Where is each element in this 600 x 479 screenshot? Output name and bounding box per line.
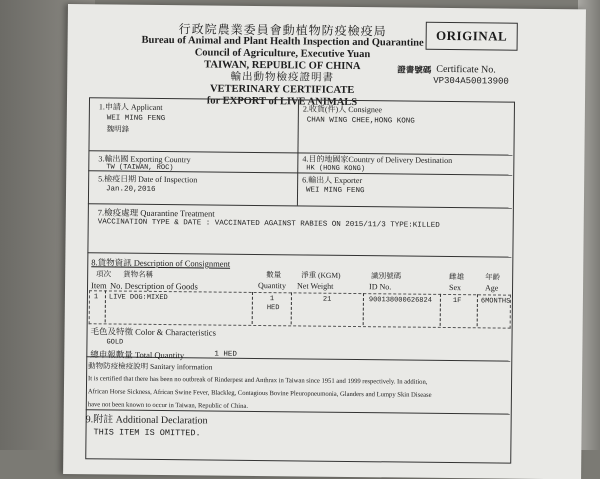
bureau-title-zh: 行政院農業委員會動植物防疫檢疫局 — [178, 22, 387, 39]
country-title: TAIWAN, REPUBLIC OF CHINA — [204, 59, 361, 73]
quarantine-value: VACCINATION TYPE & DATE : VACCINATED AGAINST RABIES ON 2015/11/3 TYPE:KILLED — [97, 218, 440, 230]
goods-quantity-unit: HED — [266, 304, 280, 313]
goods-sex: 1F — [452, 297, 462, 306]
sanitary-label: 動物防疫檢疫說明 Sanitary information — [88, 361, 213, 372]
exporter-label: 6.輸出人 Exporter — [302, 175, 363, 186]
goods-item-number: 1 — [93, 293, 99, 302]
inspection-date-value: Jan.20,2016 — [106, 185, 156, 194]
goods-id-number: 900138000626824 — [368, 296, 432, 305]
header-id-en: ID No. — [369, 282, 392, 292]
cert-no-value: VP304A50013900 — [433, 75, 509, 87]
header-weight-zh: 淨重 (KGM) — [301, 270, 341, 280]
goods-quantity: 1 — [269, 295, 275, 304]
total-quantity-label: 總申報數量 Total Quantity — [90, 349, 185, 361]
cert-no-label-en: Certificate No. — [436, 63, 496, 76]
applicant-value: WEI MING FENG — [106, 114, 166, 124]
goods-age: 6MONTHS — [480, 297, 511, 306]
header-age-zh: 年齡 — [485, 272, 501, 282]
exporting-country-label: 3.輸出國 Exporting Country — [98, 154, 191, 165]
additional-declaration-label: 9.附註 Additional Declaration — [85, 414, 208, 427]
consignee-value: CHAN WING CHEE,HONG KONG — [306, 116, 415, 126]
header-desc-en: No. Description of Goods — [110, 280, 198, 292]
header-item-en: Item — [91, 280, 107, 291]
original-stamp: ORIGINAL — [426, 22, 518, 51]
council-title: Council of Agriculture, Executive Yuan — [194, 47, 371, 61]
quarantine-label: 7.檢疫處理 Quarantine Treatment — [97, 207, 215, 219]
header-qty-en: Quantity — [258, 281, 287, 291]
header-sex-zh: 雌雄 — [449, 272, 465, 282]
certificate-title-zh: 輸出動物檢疫證明書 — [230, 71, 335, 84]
header-id-zh: 識別號碼 — [371, 271, 402, 281]
header-age-en: Age — [485, 283, 499, 293]
color-value: GOLD — [106, 338, 124, 347]
exporter-value: WEI MING FENG — [306, 186, 365, 196]
header-item-zh: 項次 — [96, 269, 112, 279]
cert-no-label-zh: 證書號碼 — [397, 64, 432, 75]
sanitary-line: It is certified that there has been no outbreak of Rinderpest and Anthrax in Taiwan since 1951 and 1999 respectively. In addition, — [88, 375, 428, 386]
consignment-label: 8.貨物資訊 Description of Consignment — [91, 257, 231, 269]
goods-description: LIVE DOG:MIXED — [108, 293, 168, 303]
certificate-paper — [63, 4, 586, 479]
certificate-subtitle-en: for EXPORT of LIVE ANIMALS — [206, 95, 358, 109]
total-quantity-value: 1 HED — [214, 350, 237, 359]
applicant-label: 1.申請人 Applicant — [98, 102, 163, 112]
bureau-title-en: Bureau of Animal and Plant Health Inspection and Quarantine — [141, 34, 424, 49]
sanitary-line: African Horse Sickness, African Swine Fever, Blackleg, Contagious Bovine Pleuropneumonia, Glanders and Lumpy Skin Disease — [87, 388, 432, 399]
inspection-date-label: 5.檢疫日期 Date of Inspection — [98, 174, 198, 185]
header-qty-zh: 數量 — [266, 270, 282, 280]
destination-value: HK (HONG KONG) — [306, 164, 366, 174]
header-desc-zh: 貨物名稱 — [123, 269, 154, 279]
header-sex-en: Sex — [449, 283, 462, 293]
sanitary-line: have not been known to occur in Taiwan, Republic of China. — [87, 401, 249, 410]
additional-declaration-value: THIS ITEM IS OMITTED. — [93, 427, 201, 439]
exporting-country-value: TW (TAIWAN, ROC) — [106, 163, 174, 173]
destination-label: 4.目的地國家Country of Delivery Destination — [302, 154, 453, 166]
color-label: 毛色及特徵 Color & Characteristics — [90, 326, 216, 338]
header-weight-en: Net Weight — [297, 281, 334, 291]
applicant-value-zh: 魏明鋒 — [106, 124, 130, 134]
certificate-title-en: VETERINARY CERTIFICATE — [209, 83, 355, 97]
goods-weight: 21 — [322, 295, 332, 304]
consignee-label: 2.收貨(件)人 Consignee — [302, 104, 383, 115]
